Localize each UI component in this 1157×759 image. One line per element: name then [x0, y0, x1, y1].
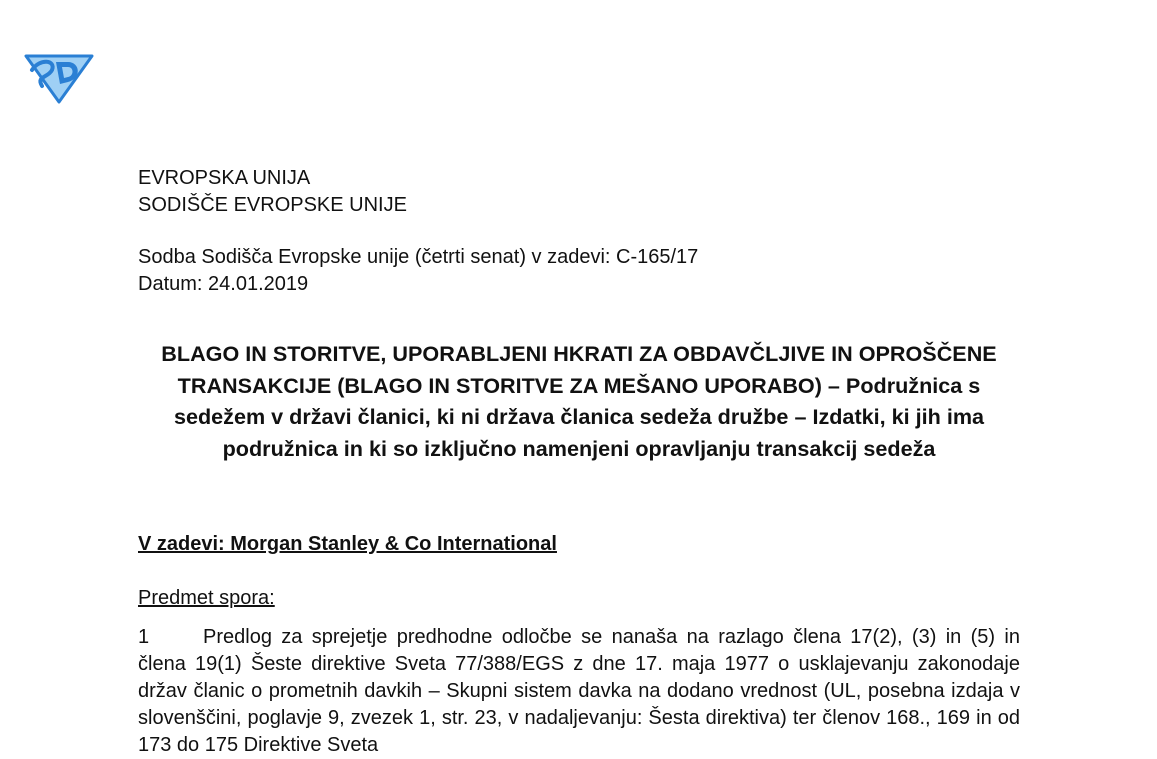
paragraph [138, 624, 1020, 759]
document-heading: BLAGO IN STORITVE, UPORABLJENI HKRATI ZA OBDAVČLJIVE IN OPROŠČENE TRANSAKCIJE (BLAGO IN STORITVE ZA MEŠANO UPORABO) – Podružnica s sedežem v državi članici, ki ni država članica sedeža družbe – Izdatki, ki jih ima podružnica in ki so izključno namenjeni opravljanju transakcij sedeža [161, 341, 997, 461]
sd-logo-icon [22, 48, 96, 104]
case-subject: V zadevi: Morgan Stanley & Co International [138, 533, 557, 555]
paragraph-number: 1 [138, 626, 150, 648]
section-title: Predmet spora: [138, 587, 275, 609]
case-date: Datum: 24.01.2019 [138, 273, 309, 295]
court-header [138, 165, 407, 219]
paragraph-text: Predlog za sprejetje predhodne odločbe se nanaša na razlago člena 17(2), (3) in (5) in člena 19(1) Šeste direktive Sveta 77/388/EGS z dne 17. maja 1977 o usklajevanju zakonodaje držav članic o prometnih davkih – Skupni sistem davka na dodano vrednost (UL, posebna izdaja v slovenščini, poglavje 9, zvezek 1, str. 23, v nadaljevanju: Šesta direktiva) ter členov 168., 169 in od 173 do 175 Direktive Sveta [138, 626, 1020, 756]
case-title: Sodba Sodišča Evropske unije (četrti senat) v zadevi: C-165/17 [138, 246, 699, 268]
union-name: EVROPSKA UNIJA [138, 167, 311, 189]
case-info [138, 244, 698, 298]
court-name: SODIŠČE EVROPSKE UNIJE [138, 194, 407, 216]
